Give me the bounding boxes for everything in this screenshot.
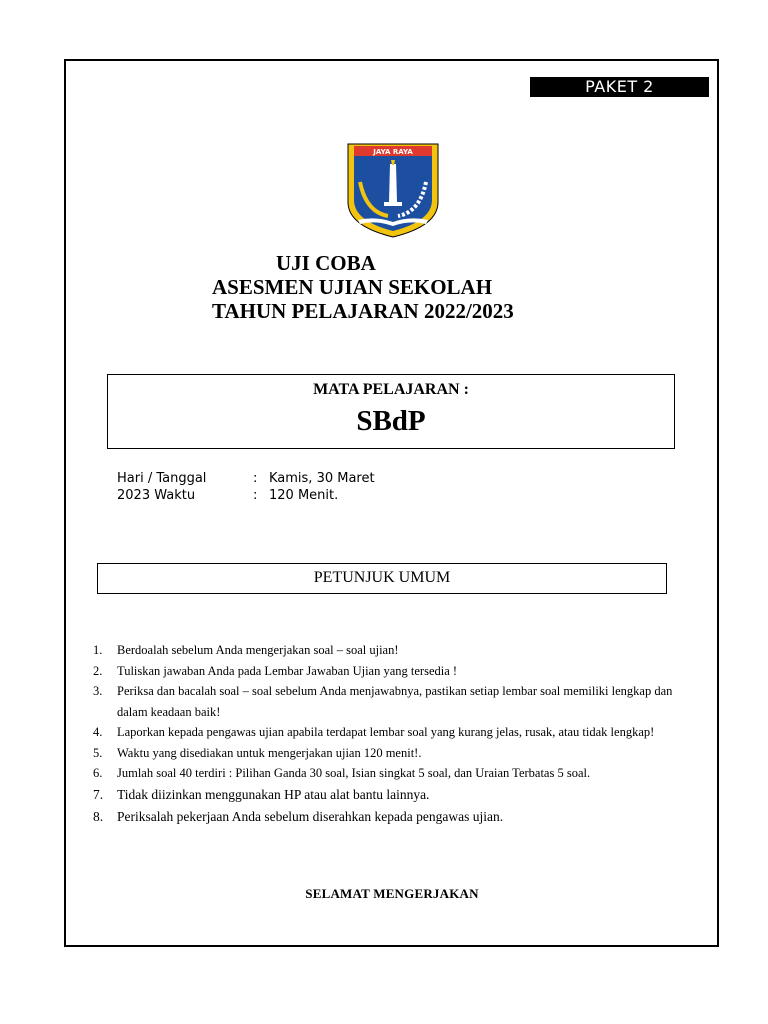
list-item: 6. Jumlah soal 40 terdiri : Pilihan Ganda 30 soal, Isian singkat 5 soal, dan Uraian Terbatas 5 soal. <box>93 766 591 780</box>
subject-label: MATA PELAJARAN : <box>313 381 469 398</box>
info-value: Kamis, 30 Maret <box>269 471 375 486</box>
list-item: 8. Periksalah pekerjaan Anda sebelum diserahkan kepada pengawas ujian. <box>93 808 504 824</box>
list-item: 5. Waktu yang disediakan untuk mengerjakan ujian 120 menit!. <box>93 745 422 760</box>
list-item: 1. Berdoalah sebelum Anda mengerjakan soal – soal ujian! <box>93 643 399 657</box>
title-line-1: UJI COBA <box>276 251 376 275</box>
subject-box <box>107 374 675 449</box>
info-separator: : <box>253 471 258 486</box>
package-badge: PAKET 2 <box>530 77 709 97</box>
list-item: 2. Tuliskan jawaban Anda pada Lembar Jawaban Ujian yang tersedia ! <box>93 663 458 678</box>
subject-name: SBdP <box>356 405 426 437</box>
list-item: 7. Tidak diizinkan menggunakan HP atau alat bantu lainnya. <box>93 786 430 802</box>
jaya-raya-emblem-icon <box>346 142 440 238</box>
info-label: 2023 Waktu <box>117 488 196 503</box>
info-separator: : <box>253 488 258 503</box>
exam-title <box>212 251 514 323</box>
list-item: 4. Laporkan kepada pengawas ujian apabila terdapat lembar soal yang kurang jelas, rusak, atau tidak lengkap! <box>93 725 655 739</box>
emblem-motto: JAYA RAYA <box>373 148 413 156</box>
title-line-2: ASESMEN UJIAN SEKOLAH <box>212 275 493 299</box>
general-instructions-heading: PETUNJUK UMUM <box>97 563 667 594</box>
list-item: 3. Periksa dan bacalah soal – soal sebelum Anda menjawabnya, pastikan setiap lembar soal memiliki lengkap dan dalam keadaan baik! <box>93 684 673 719</box>
instructions-list <box>93 640 718 828</box>
closing-text: SELAMAT MENGERJAKAN <box>305 886 479 901</box>
info-value: 120 Menit. <box>269 488 339 503</box>
title-line-3: TAHUN PELAJARAN 2022/2023 <box>212 299 514 323</box>
info-label: Hari / Tanggal <box>117 471 207 486</box>
